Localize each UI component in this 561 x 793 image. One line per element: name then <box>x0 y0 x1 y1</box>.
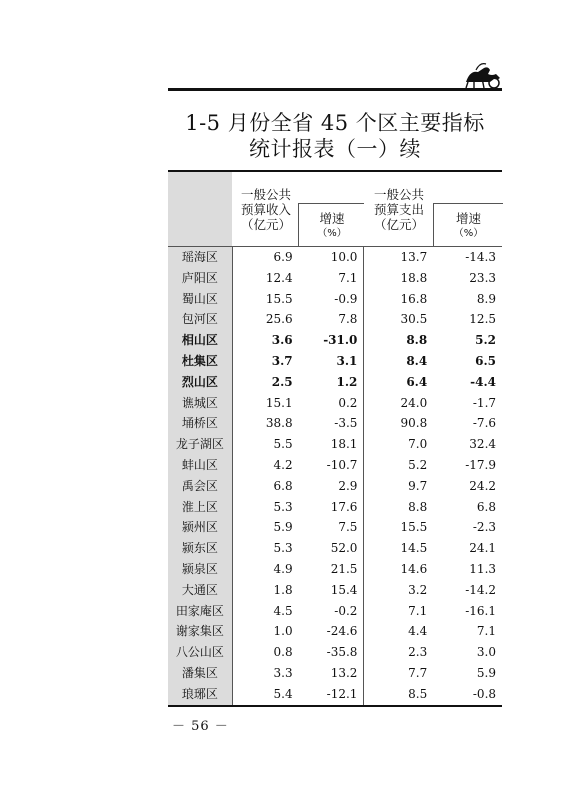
income-growth-cell: 3.1 <box>299 351 365 372</box>
expense-growth-cell: -2.3 <box>472 520 497 535</box>
expense-cell: 13.7 <box>400 250 428 264</box>
region-cell: 颍泉区 <box>168 559 233 580</box>
region-cell: 蜀山区 <box>168 289 233 310</box>
expense-header-cell <box>364 172 502 246</box>
region-cell: 潘集区 <box>168 663 233 684</box>
expense-cell: 7.0 <box>408 437 428 452</box>
income-cell: 4.9 <box>273 561 293 576</box>
table-row <box>168 434 502 455</box>
title-line-2: 统计报表（一）续 <box>249 137 421 161</box>
expense-growth-cell: -1.7 <box>472 395 497 410</box>
expense-growth-cell: -17.9 <box>465 457 497 472</box>
expense-growth-cell: 23.3 <box>469 270 497 285</box>
expense-cell: 30.5 <box>400 312 428 327</box>
expense-growth-cell: 32.4 <box>469 437 497 452</box>
table-row <box>168 330 502 351</box>
income-cell: 3.6 <box>271 333 293 348</box>
table-row <box>168 497 502 518</box>
expense-cell: 16.8 <box>400 291 428 306</box>
income-growth-cell: 2.9 <box>299 476 365 497</box>
table-header <box>168 170 502 246</box>
growth-label: 增速 <box>319 211 345 226</box>
expense-growth-cell: -14.3 <box>465 250 497 264</box>
table-body <box>168 246 502 707</box>
title-line-1: 1-5 月份全省 45 个区主要指标 <box>185 111 485 135</box>
expense-growth-cell: 6.5 <box>475 353 497 368</box>
region-cell: 大通区 <box>168 580 233 601</box>
expense-cell: 4.4 <box>408 624 428 639</box>
expense-cell: 7.7 <box>408 665 428 680</box>
income-growth-cell: -12.1 <box>299 684 365 705</box>
table-row <box>168 393 502 414</box>
table-row <box>168 372 502 393</box>
expense-growth-cell: -16.1 <box>465 603 497 618</box>
income-cell: 5.3 <box>273 541 293 556</box>
region-cell: 庐阳区 <box>168 268 233 289</box>
region-cell: 颍东区 <box>168 538 233 559</box>
region-cell: 相山区 <box>168 330 233 351</box>
statistics-table <box>168 170 502 707</box>
table-row <box>168 289 502 310</box>
expense-cell: 8.8 <box>408 499 428 514</box>
income-cell: 3.7 <box>271 353 293 368</box>
table-row <box>168 268 502 289</box>
region-cell: 琅琊区 <box>168 684 233 705</box>
region-header-cell <box>168 172 233 246</box>
page-title <box>168 110 502 162</box>
expense-growth-cell: 11.3 <box>469 561 497 576</box>
income-label-3: （亿元） <box>240 217 291 232</box>
region-cell: 包河区 <box>168 309 233 330</box>
income-growth-cell: -3.5 <box>299 413 365 434</box>
table-row <box>168 517 502 538</box>
table-row <box>168 559 502 580</box>
region-cell: 八公山区 <box>168 642 233 663</box>
expense-growth-cell: -0.8 <box>472 686 497 701</box>
expense-cell: 8.4 <box>406 353 428 368</box>
income-cell: 5.3 <box>273 499 293 514</box>
expense-label-3: （亿元） <box>373 217 424 232</box>
region-cell: 田家庵区 <box>168 601 233 622</box>
income-cell: 15.1 <box>265 395 293 410</box>
expense-cell: 6.4 <box>406 374 428 389</box>
expense-cell: 14.5 <box>400 541 428 556</box>
income-growth-cell: 7.1 <box>299 268 365 289</box>
table-row <box>168 580 502 601</box>
expense-cell: 15.5 <box>400 520 428 535</box>
table-row <box>168 455 502 476</box>
growth-unit: （%） <box>453 228 484 239</box>
table-row <box>168 663 502 684</box>
expense-growth-cell: -7.6 <box>472 416 497 431</box>
table-row <box>168 621 502 642</box>
income-growth-cell: 21.5 <box>299 559 365 580</box>
top-rule <box>168 88 502 91</box>
income-cell: 6.8 <box>273 478 293 493</box>
expense-growth-cell: 5.2 <box>475 333 497 348</box>
income-growth-cell: 52.0 <box>299 538 365 559</box>
region-cell: 杜集区 <box>168 351 233 372</box>
income-growth-cell: 13.2 <box>299 663 365 684</box>
income-cell: 5.5 <box>273 437 293 452</box>
expense-growth-header <box>433 203 503 246</box>
income-cell: 0.8 <box>273 645 293 660</box>
expense-cell: 7.1 <box>408 603 428 618</box>
table-row <box>168 351 502 372</box>
region-cell: 瑶海区 <box>168 247 233 268</box>
income-cell: 5.9 <box>273 520 293 535</box>
income-cell: 25.6 <box>265 312 293 327</box>
table-row <box>168 684 502 705</box>
income-header-cell <box>232 172 365 246</box>
income-label-2: 预算收入 <box>240 202 291 217</box>
growth-label: 增速 <box>455 211 481 226</box>
expense-growth-cell: 24.2 <box>469 478 497 493</box>
region-cell: 谯城区 <box>168 393 233 414</box>
expense-growth-cell: 7.1 <box>476 624 497 639</box>
expense-growth-cell: 3.0 <box>476 645 497 660</box>
income-cell: 1.0 <box>273 624 293 639</box>
income-cell: 4.5 <box>273 603 293 618</box>
region-cell: 埇桥区 <box>168 413 233 434</box>
income-growth-cell: 10.0 <box>299 247 365 268</box>
page-number: － 56 － <box>172 719 229 734</box>
expense-growth-cell: 6.8 <box>476 499 497 514</box>
income-growth-cell: -0.2 <box>299 601 365 622</box>
expense-cell: 14.6 <box>400 561 428 576</box>
income-cell: 2.5 <box>271 374 293 389</box>
table-row <box>168 476 502 497</box>
horse-chariot-icon <box>462 58 504 90</box>
income-cell: 4.2 <box>273 457 293 472</box>
region-cell: 烈山区 <box>168 372 233 393</box>
income-cell: 5.4 <box>273 686 293 701</box>
income-growth-cell: 1.2 <box>299 372 365 393</box>
expense-growth-cell: 8.9 <box>476 291 497 306</box>
expense-cell: 3.2 <box>408 582 428 597</box>
income-growth-cell: -0.9 <box>299 289 365 310</box>
income-growth-cell: 18.1 <box>299 434 365 455</box>
income-cell: 6.9 <box>273 250 293 264</box>
expense-label-1: 一般公共 <box>373 187 424 202</box>
region-cell: 颍州区 <box>168 517 233 538</box>
expense-cell: 8.5 <box>408 686 428 701</box>
region-cell: 龙子湖区 <box>168 434 233 455</box>
income-growth-header <box>298 203 365 246</box>
table-row <box>168 309 502 330</box>
expense-label-2: 预算支出 <box>373 202 424 217</box>
income-growth-cell: 0.2 <box>299 393 365 414</box>
income-cell: 1.8 <box>273 582 293 597</box>
income-growth-cell: -35.8 <box>299 642 365 663</box>
income-cell: 3.3 <box>273 665 293 680</box>
region-cell: 淮上区 <box>168 497 233 518</box>
income-growth-cell: -24.6 <box>299 621 365 642</box>
expense-growth-cell: -14.2 <box>465 582 497 597</box>
expense-cell: 9.7 <box>408 478 428 493</box>
income-growth-cell: 17.6 <box>299 497 365 518</box>
expense-cell: 90.8 <box>400 416 428 431</box>
expense-cell: 18.8 <box>400 270 428 285</box>
expense-cell: 24.0 <box>400 395 428 410</box>
income-growth-cell: -10.7 <box>299 455 365 476</box>
growth-unit: （%） <box>317 228 347 239</box>
table-row <box>168 642 502 663</box>
income-growth-cell: 7.5 <box>299 517 365 538</box>
region-cell: 谢家集区 <box>168 621 233 642</box>
income-growth-cell: 15.4 <box>299 580 365 601</box>
table-row <box>168 413 502 434</box>
expense-growth-cell: -4.4 <box>470 374 497 389</box>
region-cell: 蚌山区 <box>168 455 233 476</box>
income-growth-cell: -31.0 <box>299 330 365 351</box>
expense-growth-cell: 24.1 <box>469 541 497 556</box>
income-cell: 15.5 <box>265 291 293 306</box>
income-cell: 38.8 <box>265 416 293 431</box>
expense-cell: 8.8 <box>406 333 428 348</box>
income-cell: 12.4 <box>265 270 293 285</box>
expense-growth-cell: 5.9 <box>476 665 497 680</box>
table-row <box>168 247 502 268</box>
expense-cell: 2.3 <box>408 645 428 660</box>
table-row <box>168 601 502 622</box>
region-cell: 禹会区 <box>168 476 233 497</box>
income-growth-cell: 7.8 <box>299 309 365 330</box>
expense-cell: 5.2 <box>408 457 428 472</box>
expense-growth-cell: 12.5 <box>469 312 497 327</box>
income-label-1: 一般公共 <box>240 187 291 202</box>
table-row <box>168 538 502 559</box>
